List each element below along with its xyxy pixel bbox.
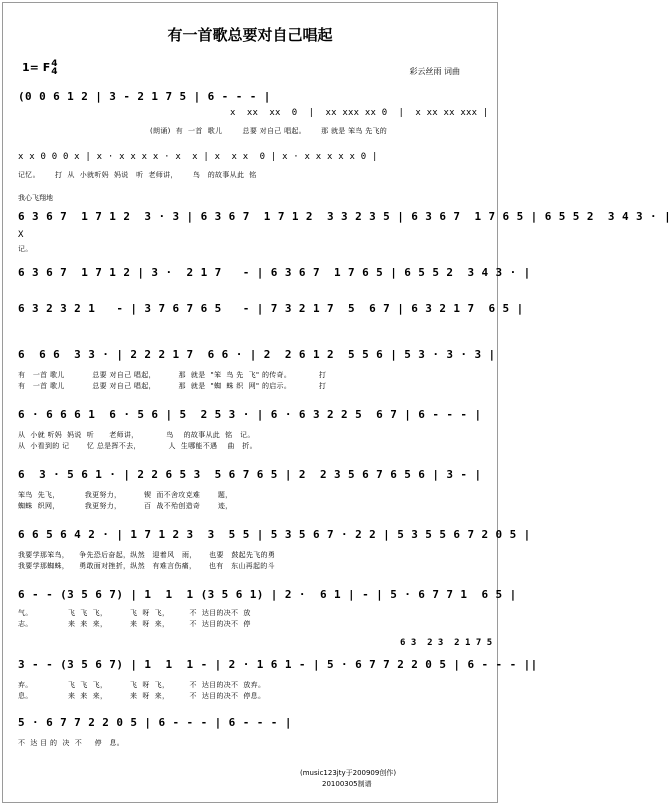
notation-line: 6 3 2 3 2 1 - | 3 7 6 7 6 5 - | 7 3 2 1 7 5 6 7 | 6 3 2 1 7 6 5 | xyxy=(18,302,524,315)
lyric-line: 记忆。 打 从 小就听妈 妈说 听 老师讲， 鸟 的故事从此 铭 xyxy=(18,171,257,179)
intro-label: 我心飞翔地 xyxy=(18,194,53,202)
authors: 彩云丝雨 词曲 xyxy=(409,67,460,76)
notation-line: 5 · 6 7 7 2 2 0 5 | 6 - - - | 6 - - - | xyxy=(18,716,292,729)
key-signature xyxy=(22,60,57,76)
lyric-line: (朗诵) 有 一首 歌儿 总要 对自己 唱起。 那 就是 笨鸟 先飞的 xyxy=(150,127,388,135)
lyric-line: 从 小就 听妈 妈说 听 老师讲， 鸟 的故事从此 铭 记。 xyxy=(18,431,255,439)
lyric-line: 志。 来 来 来， 来 呀 来， 不 达目的决不 停 xyxy=(18,620,251,628)
lyric-line: 从 小看到的 记 忆 总是挥不去， 人 生哪能不遇 曲 折。 xyxy=(18,442,257,450)
song-title: 有一首歌总要对自己唱起 xyxy=(167,26,333,44)
time-signature xyxy=(51,60,57,76)
credit-line: (music123jty于200909创作) xyxy=(300,769,397,777)
lyric-line: 笨鸟 先飞， 我更努力， 锲 而不舍攻克难 题， xyxy=(18,491,233,499)
lyric-line: 弃。 飞 飞 飞， 飞 呀 飞， 不 达目的决不 放弃。 xyxy=(18,681,266,689)
notation-line: 6 3 · 5 6 1 · | 2 2 6 5 3 5 6 7 6 5 | 2 2 3 5 6 7 6 5 6 | 3 - | xyxy=(18,468,482,481)
credit-date: 20100305制谱 xyxy=(322,780,372,788)
notation-line: 3 - - (3 5 6 7) | 1 1 1 - | 2 · 1 6 1 - | 5 · 6 7 7 2 2 0 5 | 6 - - - || xyxy=(18,658,538,671)
lyric-line: 我要学那笨鸟， 争先恐后奋起，纵然 迎着风 雨， 也要 鼓起先飞的勇 xyxy=(18,551,276,559)
end-notes: 6 3 2 3 2 1 7 5 xyxy=(400,638,493,648)
notation-line: 6 3 6 7 1 7 1 2 3 · 3 | 6 3 6 7 1 7 1 2 3 3 2 3 5 | 6 3 6 7 1 7 6 5 | 6 5 5 2 3 4 3 · | xyxy=(18,210,671,223)
lyric-line: 记。 xyxy=(18,245,33,253)
key-label: 1= F xyxy=(22,61,51,74)
lyric-line: 我要学那蜘蛛， 勇敢面对挫折，纵然 有难言伤痛， 也有 东山再起的斗 xyxy=(18,562,275,570)
rhythm-line: x xx xx 0 | xx xxx xx 0 | x xx xx xxx | xyxy=(230,108,489,118)
notation-line: (0 0 6 1 2 | 3 - 2 1 7 5 | 6 - - - | xyxy=(18,90,271,103)
notation-line: 6 - - (3 5 6 7) | 1 1 1 (3 5 6 1) | 2 · 6 1 | - | 5 · 6 7 7 1 6 5 | xyxy=(18,588,517,601)
lyric-line: 气。 飞 飞 飞， 飞 呀 飞， 不 达目的决不 放 xyxy=(18,609,251,617)
notation-line: 6 6 5 6 4 2 · | 1 7 1 2 3 3 5 5 | 5 3 5 6 7 · 2 2 | 5 3 5 5 6 7 2 0 5 | xyxy=(18,528,531,541)
lyric-line: 有 一首 歌儿 总要 对自己 唱起， 那 就是 "笨 鸟 先 飞" 的传奇。 打 xyxy=(18,371,327,379)
rhythm-line: x x 0 0 0 x | x · x x x x · x x | x x x 0 | x · x x x x x 0 | xyxy=(18,152,378,162)
meter-top: 4 xyxy=(51,59,58,69)
lyric-line: 息。 来 来 来， 来 呀 来， 不 达目的决不 停息。 xyxy=(18,692,266,700)
rhythm-line: X xyxy=(18,230,24,240)
lyric-line: 蜘蛛 织网， 我更努力， 百 战不殆创造奇 迹， xyxy=(18,502,233,510)
meter-bottom: 4 xyxy=(51,67,58,77)
lyric-line: 不 达 目 的 决 不 停 息。 xyxy=(18,739,125,747)
notation-line: 6 3 6 7 1 7 1 2 | 3 · 2 1 7 - | 6 3 6 7 1 7 6 5 | 6 5 5 2 3 4 3 · | xyxy=(18,266,531,279)
notation-line: 6 6 6 3 3 · | 2 2 2 1 7 6 6 · | 2 2 6 1 2 5 5 6 | 5 3 · 3 · 3 | xyxy=(18,348,496,361)
lyric-line: 有 一首 歌儿 总要 对自己 唱起， 那 就是 "蜘 蛛 织 网" 的启示。 打 xyxy=(18,382,327,390)
notation-line: 6 · 6 6 6 1 6 · 5 6 | 5 2 5 3 · | 6 · 6 3 2 2 5 6 7 | 6 - - - | xyxy=(18,408,482,421)
